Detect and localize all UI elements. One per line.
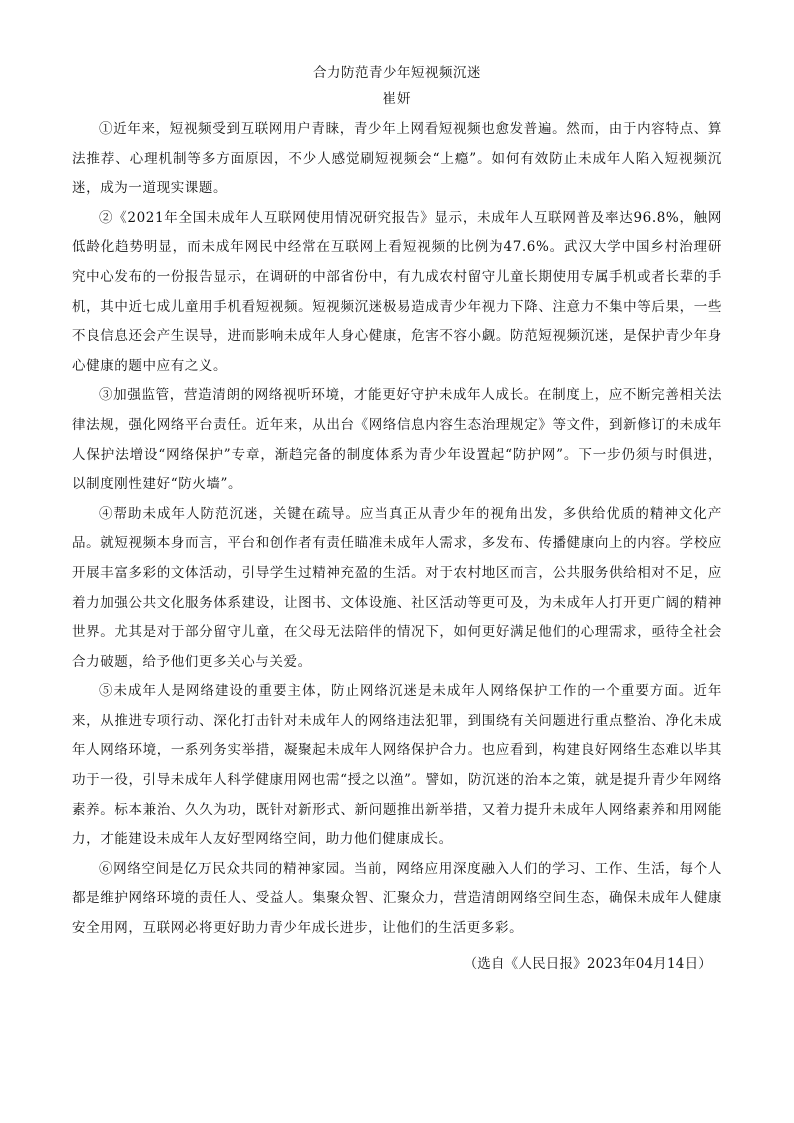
- paragraph-1: ①近年来，短视频受到互联网用户青睐，青少年上网看短视频也愈发普遍。然而，由于内容特点、算法推荐、心理机制等多方面原因，不少人感觉刷短视频会“上瘾”。如何有效防止未成年人陷入短视频沉迷，成为一道现实课题。: [72, 121, 722, 197]
- source-citation: （选自《人民日报》2023年04月14日）: [463, 955, 712, 972]
- paragraph-4: ④帮助未成年人防范沉迷，关键在疏导。应当真正从青少年的视角出发，多供给优质的精神文化产品。就短视频本身而言，平台和创作者有责任瞄准未成年人需求，多发布、传播健康向上的内容。学校应开展丰富多彩的文体活动，引导学生过精神充盈的生活。对于农村地区而言，公共服务供给相对不足，应着力加强公共文化服务体系建设，让图书、文体设施、社区活动等更可及，为未成年人打开更广阔的精神世界。尤其是对于部分留守儿童，在父母无法陪伴的情况下，如何更好满足他们的心理需求，亟待全社会合力破题，给予他们更多关心与关爱。: [72, 505, 722, 670]
- paragraph-2: ②《2021年全国未成年人互联网使用情况研究报告》显示，未成年人互联网普及率达96.8%，触网低龄化趋势明显，而未成年网民中经常在互联网上看短视频的比例为47.6%。武汉大学中国乡村治理研究中心发布的一份报告显示，在调研的中部省份中，有九成农村留守儿童长期使用专属手机或者长辈的手机，其中近七成儿童用手机看短视频。短视频沉迷极易造成青少年视力下降、注意力不集中等后果，一些不良信息还会产生误导，进而影响未成年人身心健康，危害不容小觑。防范短视频沉迷，是保护青少年身心健康的题中应有之义。: [72, 209, 722, 374]
- document-title: 合力防范青少年短视频沉迷: [313, 65, 481, 81]
- document-author: 崔妍: [382, 91, 412, 107]
- document-page: [72, 60, 722, 978]
- paragraph-6: ⑥网络空间是亿万民众共同的精神家园。当前，网络应用深度融入人们的学习、工作、生活，每个人都是维护网络环境的责任人、受益人。集聚众智、汇聚众力，营造清朗网络空间生态，确保未成年人健康安全用网，互联网必将更好助力青少年成长进步，让他们的生活更多彩。: [72, 860, 722, 937]
- paragraph-3: ③加强监管，营造清朗的网络视听环境，才能更好守护未成年人成长。在制度上，应不断完善相关法律法规，强化网络平台责任。近年来，从出台《网络信息内容生态治理规定》等文件，到新修订的未成年人保护法增设“网络保护”专章，渐趋完备的制度体系为青少年设置起“防护网”。下一步仍须与时俱进，以制度刚性建好“防火墙”。: [72, 387, 722, 493]
- paragraph-5: ⑤未成年人是网络建设的重要主体，防止网络沉迷是未成年人网络保护工作的一个重要方面。近年来，从推进专项行动、深化打击针对未成年人的网络违法犯罪，到围绕有关问题进行重点整治、净化未成年人网络环境，一系列务实举措，凝聚起未成年人网络保护合力。也应看到，构建良好网络生态难以毕其功于一役，引导未成年人科学健康用网也需“授之以渔”。譬如，防沉迷的治本之策，就是提升青少年网络素养。标本兼治、久久为功，既针对新形式、新问题推出新举措，又着力提升未成年人网络素养和用网能力，才能建设未成年人友好型网络空间，助力他们健康成长。: [72, 683, 722, 848]
